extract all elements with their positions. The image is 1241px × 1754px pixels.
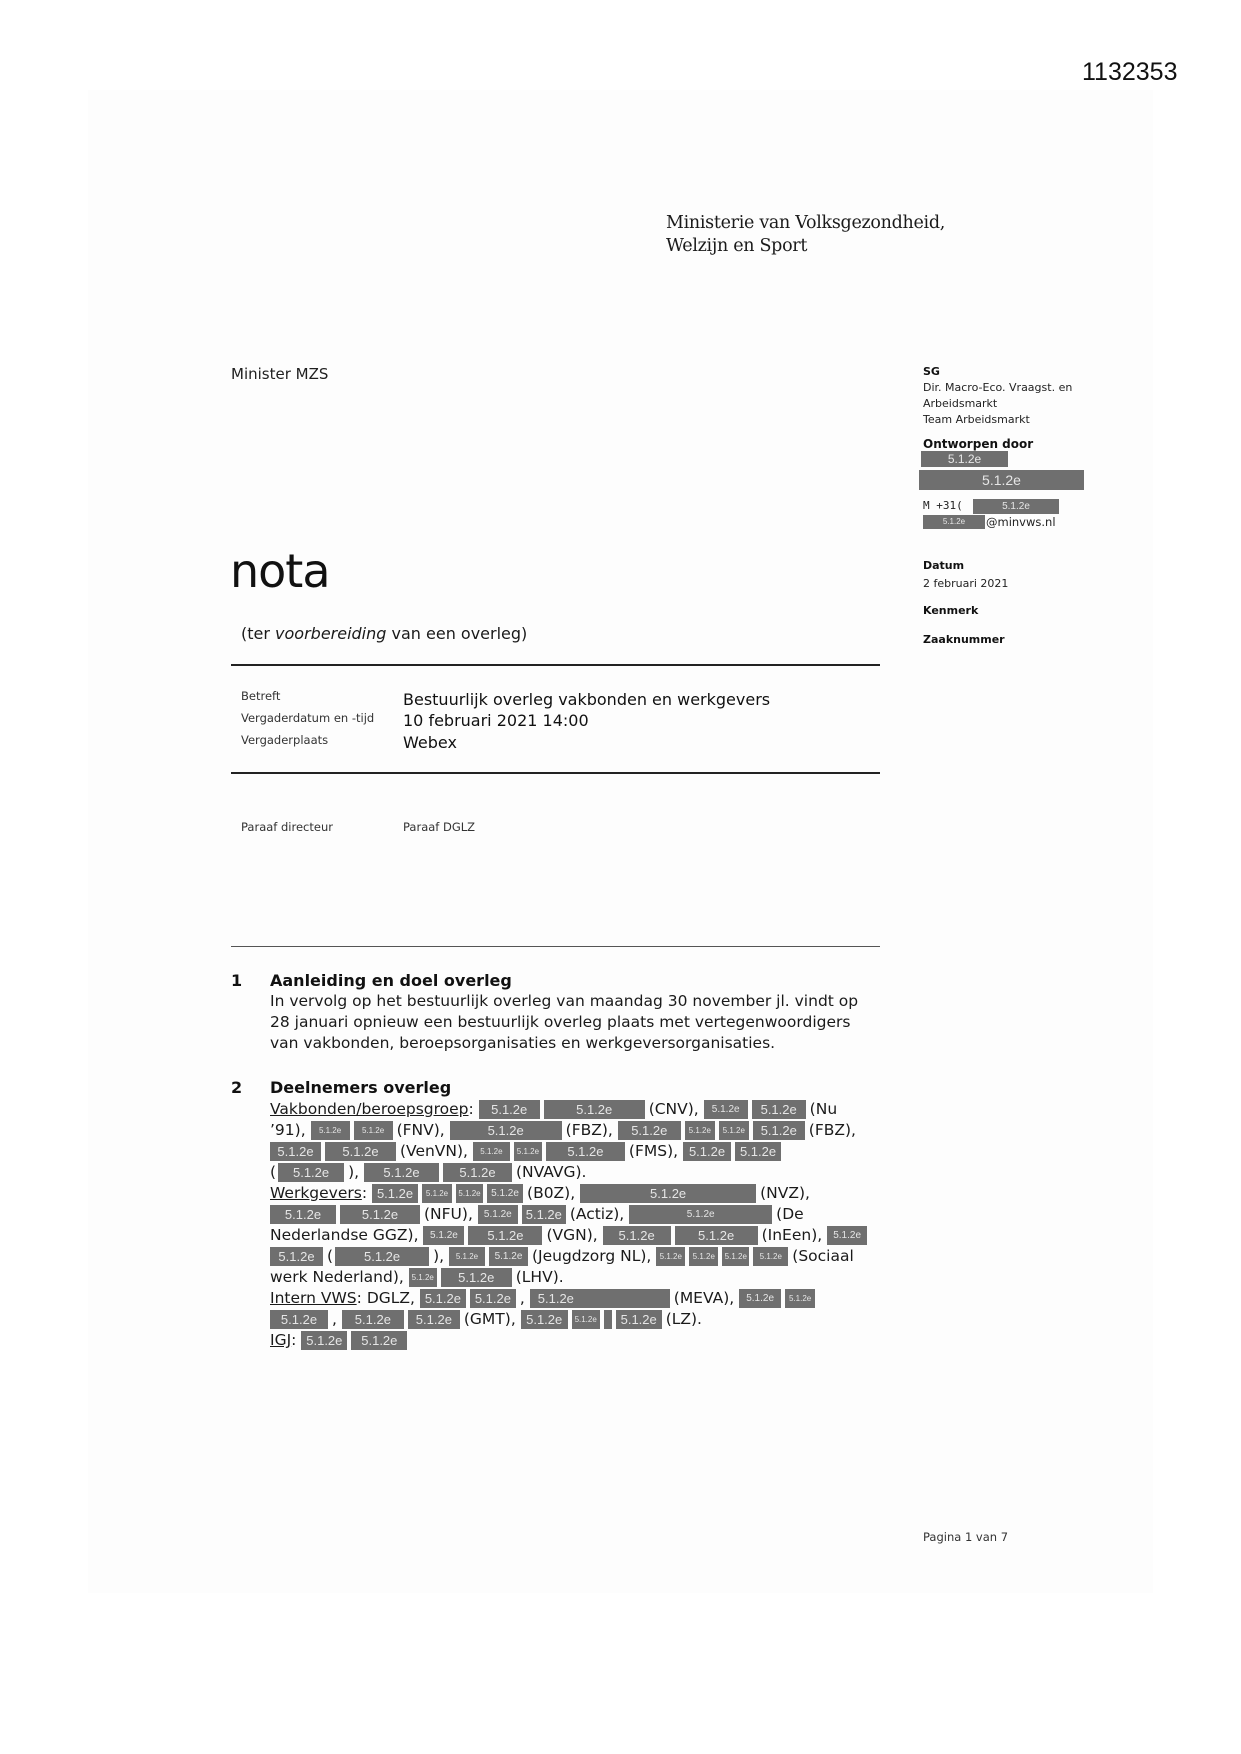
redaction: 5.1.2e bbox=[468, 1226, 542, 1245]
document-subtitle: (ter voorbereiding van een overleg) bbox=[241, 624, 528, 643]
page-number: Pagina 1 van 7 bbox=[923, 1530, 1009, 1544]
redaction: 5.1.2e bbox=[301, 1331, 347, 1350]
subject-value: Bestuurlijk overleg vakbonden en werkgevers bbox=[403, 690, 771, 709]
dept-line-2: Arbeidsmarkt bbox=[923, 397, 998, 410]
redaction: 5.1.2e bbox=[354, 1121, 393, 1140]
section-1-number: 1 bbox=[231, 971, 243, 990]
letterhead-line-1: Ministerie van Volksgezondheid, bbox=[666, 213, 946, 233]
redaction: 5.1.2e bbox=[544, 1100, 645, 1119]
redaction: 5.1.2e bbox=[456, 1184, 483, 1203]
date-value: 2 februari 2021 bbox=[923, 577, 1009, 590]
section-2-number: 2 bbox=[231, 1078, 243, 1097]
phone-prefix: M +31( bbox=[923, 499, 963, 512]
divider-bottom bbox=[231, 946, 880, 947]
location-label: Vergaderplaats bbox=[241, 733, 329, 747]
redaction: 5.1.2e bbox=[351, 1331, 407, 1350]
redaction: 5.1.2e bbox=[753, 1247, 788, 1266]
sidebar-org bbox=[923, 364, 1072, 428]
document-id: 1132353 bbox=[1082, 58, 1178, 86]
participants-line-11: 5.1.2e , 5.1.2e 5.1.2e (GMT), 5.1.2e 5.1.2e 5.1.2e (LZ). bbox=[270, 1309, 702, 1330]
participants-line-12: IGJ: 5.1.2e 5.1.2e bbox=[270, 1330, 411, 1351]
redaction: 5.1.2e bbox=[675, 1226, 758, 1245]
participants-line-4: ( 5.1.2e ), 5.1.2e 5.1.2e (NVAVG). bbox=[270, 1163, 587, 1181]
case-number-label: Zaaknummer bbox=[923, 633, 1005, 646]
participants-line-3: 5.1.2e 5.1.2e (VenVN), 5.1.2e 5.1.2e 5.1.2e (FMS), 5.1.2e 5.1.2e bbox=[270, 1141, 785, 1162]
redaction bbox=[604, 1310, 612, 1329]
redaction: 5.1.2e bbox=[739, 1289, 781, 1308]
divider-top bbox=[231, 664, 880, 666]
redaction: 5.1.2e bbox=[689, 1247, 718, 1266]
redaction: 5.1.2e bbox=[372, 1184, 418, 1203]
redacted-function: 5.1.2e bbox=[919, 470, 1084, 490]
redaction: 5.1.2e bbox=[704, 1100, 748, 1119]
redaction: 5.1.2e bbox=[753, 1121, 805, 1140]
redaction: 5.1.2e bbox=[342, 1310, 404, 1329]
section-2-heading: Deelnemers overleg bbox=[270, 1078, 452, 1097]
redaction: 5.1.2e bbox=[827, 1226, 867, 1245]
redaction: 5.1.2e bbox=[443, 1163, 512, 1182]
redaction: 5.1.2e bbox=[685, 1121, 715, 1140]
reference-label: Kenmerk bbox=[923, 604, 979, 617]
redaction: 5.1.2e bbox=[270, 1142, 321, 1161]
redaction: 5.1.2e bbox=[270, 1310, 328, 1329]
redaction: 5.1.2e bbox=[735, 1142, 781, 1161]
redaction: 5.1.2e bbox=[487, 1184, 523, 1203]
divider-middle bbox=[231, 772, 880, 774]
redaction: 5.1.2e bbox=[785, 1289, 815, 1308]
redaction: 5.1.2e bbox=[450, 1121, 562, 1140]
redacted-phone: 5.1.2e bbox=[973, 499, 1059, 514]
group-label-unions: Vakbonden/beroepsgroep bbox=[270, 1100, 469, 1118]
redaction: 5.1.2e bbox=[722, 1247, 749, 1266]
redaction: 5.1.2e bbox=[270, 1247, 323, 1266]
redaction: 5.1.2e bbox=[441, 1268, 512, 1287]
redaction: 5.1.2e bbox=[473, 1142, 510, 1161]
datetime-label: Vergaderdatum en -tijd bbox=[241, 711, 375, 725]
redaction: 5.1.2e bbox=[408, 1310, 460, 1329]
redaction: 5.1.2e bbox=[420, 1289, 466, 1308]
redaction: 5.1.2e bbox=[340, 1205, 420, 1224]
document-title: nota bbox=[230, 544, 330, 598]
section-1-line-1: In vervolg op het bestuurlijk overleg van maandag 30 november jl. vindt op bbox=[270, 992, 859, 1010]
redaction: 5.1.2e bbox=[479, 1100, 540, 1119]
group-label-employers: Werkgevers bbox=[270, 1184, 362, 1202]
redaction: 5.1.2e bbox=[618, 1121, 681, 1140]
section-1-heading: Aanleiding en doel overleg bbox=[270, 971, 512, 990]
paraaf-director: Paraaf directeur bbox=[241, 820, 333, 834]
redacted-name: 5.1.2e bbox=[921, 451, 1008, 467]
redaction: 5.1.2e bbox=[514, 1142, 542, 1161]
team-name: Team Arbeidsmarkt bbox=[923, 413, 1030, 426]
redaction: 5.1.2e bbox=[423, 1226, 464, 1245]
section-1-line-3: van vakbonden, beroepsorganisaties en werkgeversorganisaties. bbox=[270, 1034, 776, 1052]
subject-label: Betreft bbox=[241, 689, 281, 703]
addressee: Minister MZS bbox=[231, 365, 329, 383]
redaction: 5.1.2e bbox=[270, 1205, 336, 1224]
group-label-internal: Intern VWS bbox=[270, 1289, 357, 1307]
redaction: 5.1.2e bbox=[572, 1310, 600, 1329]
redaction: 5.1.2e bbox=[489, 1247, 528, 1266]
redaction: 5.1.2e bbox=[522, 1205, 566, 1224]
redaction: 5.1.2e bbox=[521, 1310, 568, 1329]
datetime-value: 10 februari 2021 14:00 bbox=[403, 711, 589, 730]
org-code: SG bbox=[923, 365, 940, 378]
ministry-letterhead bbox=[666, 212, 945, 258]
redaction: 5.1.2e bbox=[546, 1142, 625, 1161]
redaction: 5.1.2e bbox=[629, 1205, 772, 1224]
participants-line-8: 5.1.2e ( 5.1.2e ), 5.1.2e 5.1.2e (Jeugdzorg NL), 5.1.2e 5.1.2e 5.1.2e 5.1.2e (Sociaal bbox=[270, 1246, 854, 1267]
redaction: 5.1.2e bbox=[422, 1184, 452, 1203]
redaction: 5.1.2e bbox=[530, 1289, 670, 1308]
redaction: 5.1.2e bbox=[752, 1100, 806, 1119]
participants-line-5: Werkgevers: 5.1.2e 5.1.2e 5.1.2e 5.1.2e (B0Z), 5.1.2e (NVZ), bbox=[270, 1184, 810, 1202]
redaction: 5.1.2e bbox=[470, 1289, 516, 1308]
redacted-email-user: 5.1.2e bbox=[923, 515, 985, 529]
designed-by-label: Ontworpen door bbox=[923, 437, 1034, 451]
group-label-igj: IGJ bbox=[270, 1331, 292, 1349]
participants-line-9: werk Nederland), 5.1.2e 5.1.2e (LHV). bbox=[270, 1268, 564, 1286]
location-value: Webex bbox=[403, 733, 457, 752]
redaction: 5.1.2e bbox=[409, 1268, 437, 1287]
document-page bbox=[88, 90, 1153, 1593]
redaction: 5.1.2e bbox=[325, 1142, 396, 1161]
redaction: 5.1.2e bbox=[364, 1163, 439, 1182]
date-block bbox=[923, 558, 1008, 592]
dept-line-1: Dir. Macro-Eco. Vraagst. en bbox=[923, 381, 1073, 394]
redaction: 5.1.2e bbox=[656, 1247, 685, 1266]
redaction: 5.1.2e bbox=[478, 1205, 518, 1224]
redaction: 5.1.2e bbox=[719, 1121, 749, 1140]
redaction: 5.1.2e bbox=[603, 1226, 671, 1245]
redaction: 5.1.2e bbox=[449, 1247, 485, 1266]
redaction: 5.1.2e bbox=[335, 1247, 429, 1266]
participants-line-7: Nederlandse GGZ), 5.1.2e 5.1.2e (VGN), 5.1.2e 5.1.2e (InEen), 5.1.2e bbox=[270, 1225, 871, 1246]
email-domain: @minvws.nl bbox=[986, 515, 1056, 529]
date-label: Datum bbox=[923, 559, 965, 572]
participants-line-1: Vakbonden/beroepsgroep: 5.1.2e 5.1.2e (CNV), 5.1.2e 5.1.2e (Nu bbox=[270, 1100, 838, 1118]
redaction: 5.1.2e bbox=[311, 1121, 350, 1140]
redaction: 5.1.2e bbox=[616, 1310, 662, 1329]
paraaf-dglz: Paraaf DGLZ bbox=[403, 820, 476, 834]
redaction: 5.1.2e bbox=[278, 1163, 344, 1182]
redaction: 5.1.2e bbox=[580, 1184, 756, 1203]
participants-line-6: 5.1.2e 5.1.2e (NFU), 5.1.2e 5.1.2e (Actiz), 5.1.2e (De bbox=[270, 1204, 804, 1225]
section-1-line-2: 28 januari opnieuw een bestuurlijk overleg plaats met vertegenwoordigers bbox=[270, 1013, 851, 1031]
participants-line-10: Intern VWS: DGLZ, 5.1.2e 5.1.2e , 5.1.2e (MEVA), 5.1.2e 5.1.2e bbox=[270, 1288, 819, 1309]
letterhead-line-2: Welzijn en Sport bbox=[666, 236, 808, 256]
redaction: 5.1.2e bbox=[683, 1142, 731, 1161]
participants-line-2: ’91), 5.1.2e 5.1.2e (FNV), 5.1.2e (FBZ), 5.1.2e 5.1.2e 5.1.2e 5.1.2e (FBZ), bbox=[270, 1121, 856, 1139]
